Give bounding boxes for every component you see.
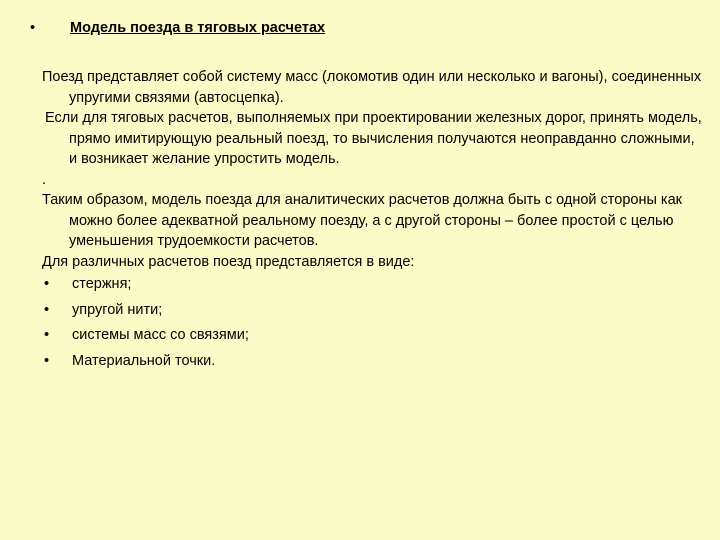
list-bullet: • <box>44 327 50 343</box>
list-bullet: • <box>44 276 50 292</box>
model-list <box>42 272 702 374</box>
list-item-text: системы масс со связями; <box>72 327 249 343</box>
list-item-text: стержня; <box>72 276 132 292</box>
paragraph-list-intro: Для различных расчетов поезд представляется в виде: <box>42 253 415 270</box>
list-bullet: • <box>44 352 50 369</box>
list-item <box>42 349 702 375</box>
list-item <box>42 323 702 349</box>
paragraph-dot: . <box>42 171 47 188</box>
paragraph-complexity: Если для тяговых расчетов, выполняемых при проектировании железных дорог, принять модель, прямо имитирующую реальный поезд, то вычисления получаются неоправданно сложными, и возникает желание упростить модель. <box>45 110 702 167</box>
list-item <box>42 272 702 298</box>
paragraph-train-definition: Поезд представляет собой систему масс (локомотив один или несколько и вагоны), соединенных упругими связями (автосцепка). <box>42 69 702 106</box>
slide-title: Модель поезда в тяговых расчетах <box>70 20 326 36</box>
list-bullet: • <box>44 301 50 318</box>
slide-body <box>42 67 702 374</box>
title-bullet: • <box>30 20 36 36</box>
list-item-text: Материальной точки. <box>72 352 216 369</box>
list-item-text: упругой нити; <box>72 301 163 318</box>
slide-title-row <box>30 18 325 38</box>
list-item <box>42 298 702 324</box>
paragraph-conclusion: Таким образом, модель поезда для аналитических расчетов должна быть с одной стороны как можно более адекватной реальному поезду, а с другой стороны – более простой с целью уменьшения трудоемкости расчетов. <box>42 192 682 249</box>
